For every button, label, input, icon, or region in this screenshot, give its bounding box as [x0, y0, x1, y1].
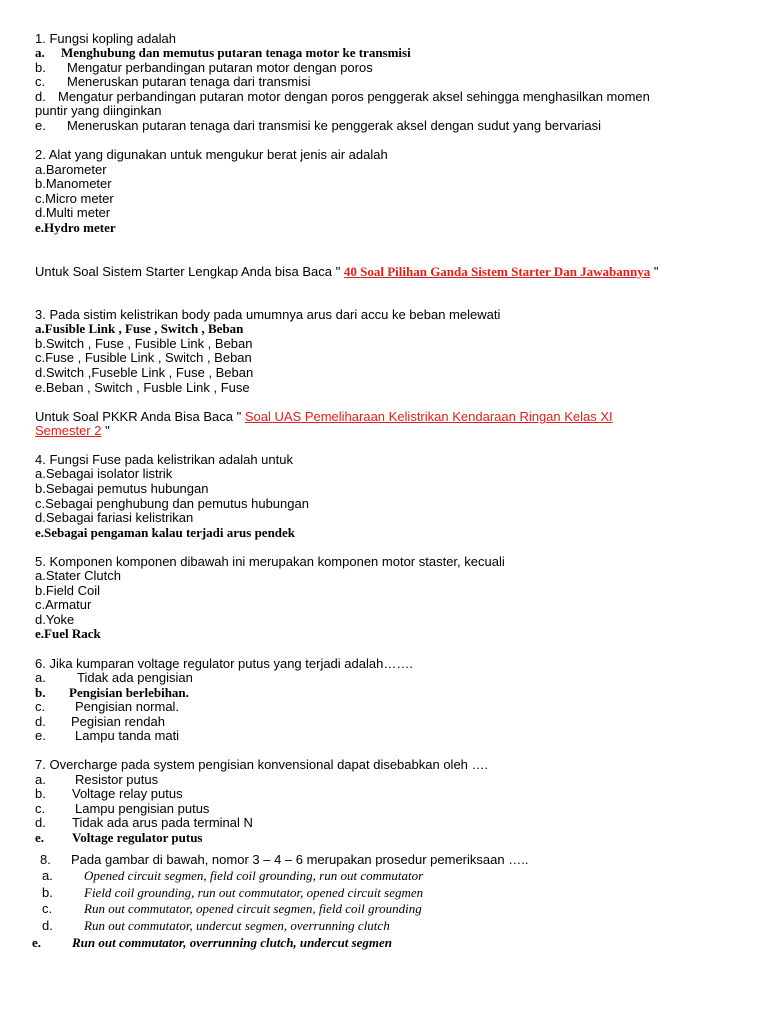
q3-question: 3. Pada sistim kelistrikan body pada umumnya arus dari accu ke beban melewati [35, 307, 501, 322]
q3-option-b: b.Switch , Fuse , Fusible Link , Beban [35, 336, 253, 351]
option-label: c. [35, 74, 46, 89]
q7-option-c [35, 801, 209, 816]
option-text: Opened circuit segmen, field coil grounding, run out commutator [84, 868, 424, 883]
option-text: Meneruskan putaran tenaga dari transmisi [67, 74, 311, 89]
q3-option-a: a.Fusible Link , Fuse , Switch , Beban [35, 321, 244, 336]
q1-option-d-continued: puntir yang diinginkan [35, 103, 162, 118]
q2-question: 2. Alat yang digunakan untuk mengukur berat jenis air adalah [35, 147, 388, 162]
q4-question: 4. Fungsi Fuse pada kelistrikan adalah untuk [35, 452, 293, 467]
option-label: e. [35, 118, 46, 133]
q8-option-b [42, 885, 423, 900]
q1-question: 1. Fungsi kopling adalah [35, 31, 176, 46]
option-label: d. [42, 918, 53, 933]
q6-option-a [35, 670, 193, 685]
question-text: Pada gambar di bawah, nomor 3 – 4 – 6 merupakan prosedur pemeriksaan ….. [71, 852, 529, 867]
q2-option-b: b.Manometer [35, 176, 112, 191]
option-label: a. [35, 670, 46, 685]
option-label: d. [35, 815, 46, 830]
option-text: Run out commutator, opened circuit segmen, field coil grounding [84, 901, 422, 916]
q4-option-b: b.Sebagai pemutus hubungan [35, 481, 209, 496]
option-text: Voltage regulator putus [72, 830, 203, 845]
q7-option-d [35, 815, 253, 830]
q6-question: 6. Jika kumparan voltage regulator putus yang terjadi adalah……. [35, 656, 413, 671]
q3-option-e: e.Beban , Switch , Fusble Link , Fuse [35, 380, 250, 395]
promo-suffix: " [650, 264, 659, 279]
option-label: d. [35, 714, 46, 729]
option-text: Mengatur perbandingan putaran motor dengan poros [67, 60, 373, 75]
q4-option-d: d.Sebagai fariasi kelistrikan [35, 510, 194, 525]
q6-option-c [35, 699, 179, 714]
option-text: Run out commutator, overrunning clutch, undercut segmen [72, 935, 393, 950]
option-text: Run out commutator, undercut segmen, overrunning clutch [84, 918, 390, 933]
option-label: c. [42, 901, 53, 916]
option-text: Voltage relay putus [72, 786, 183, 801]
q6-option-b [35, 685, 189, 700]
q4-option-e: e.Sebagai pengaman kalau terjadi arus pendek [35, 525, 296, 540]
pkkr-article-link[interactable]: Soal UAS Pemeliharaan Kelistrikan Kendaraan Ringan Kelas XI [244, 409, 613, 424]
pkkr-article-link-continued[interactable]: Semester 2 [35, 423, 102, 438]
q8-option-e [32, 935, 392, 950]
option-label: b. [42, 885, 53, 900]
option-label: c. [35, 699, 46, 714]
option-label: b. [35, 786, 46, 801]
option-text: Menghubung dan memutus putaran tenaga motor ke transmisi [61, 45, 411, 60]
option-label: c. [35, 801, 46, 816]
option-text: Meneruskan putaran tenaga dari transmisi ke penggerak aksel dengan sudut yang bervariasi [67, 118, 602, 133]
q6-option-d [35, 714, 165, 729]
q7-option-a [35, 772, 158, 787]
q3-option-c: c.Fuse , Fusible Link , Switch , Beban [35, 350, 252, 365]
option-text: Pengisian normal. [75, 699, 180, 714]
q8-option-d [42, 918, 390, 933]
q1-option-d [35, 89, 650, 104]
option-text: Tidak ada pengisian [77, 670, 193, 685]
option-text: Pegisian rendah [71, 714, 165, 729]
option-text: Lampu pengisian putus [75, 801, 210, 816]
promo-suffix: " [101, 423, 110, 438]
q1-option-b [35, 60, 373, 75]
option-label: a. [35, 45, 45, 60]
option-text: Resistor putus [75, 772, 159, 787]
q8-option-a [42, 868, 423, 883]
q5-question: 5. Komponen komponen dibawah ini merupakan komponen motor staster, kecuali [35, 554, 505, 569]
starter-article-link[interactable]: 40 Soal Pilihan Ganda Sistem Starter Dan Jawabannya [343, 264, 651, 279]
option-label: a. [35, 772, 46, 787]
option-label: e. [35, 830, 45, 845]
q8-question [40, 852, 528, 867]
option-text: Field coil grounding, run out commutator, opened circuit segmen [84, 885, 424, 900]
promo-starter [35, 264, 658, 279]
q5-option-a: a.Stater Clutch [35, 568, 121, 583]
promo-prefix: Untuk Soal Sistem Starter Lengkap Anda bisa Baca " [35, 264, 344, 279]
q2-option-e: e.Hydro meter [35, 220, 116, 235]
q2-option-d: d.Multi meter [35, 205, 111, 220]
promo-pkkr-continued [35, 423, 110, 438]
option-label: b. [35, 685, 46, 700]
q4-option-c: c.Sebagai penghubung dan pemutus hubungan [35, 496, 309, 511]
option-label: d. [35, 89, 46, 104]
question-number: 8. [40, 852, 51, 867]
q8-option-c [42, 901, 422, 916]
q4-option-a: a.Sebagai isolator listrik [35, 466, 173, 481]
q1-option-c [35, 74, 311, 89]
option-text: Mengatur perbandingan putaran motor dengan poros penggerak aksel sehingga menghasilkan momen [58, 89, 650, 104]
option-text: Tidak ada arus pada terminal N [72, 815, 253, 830]
promo-prefix: Untuk Soal PKKR Anda Bisa Baca " [35, 409, 245, 424]
option-label: a. [42, 868, 53, 883]
option-label: e. [35, 728, 46, 743]
q1-option-a [35, 45, 411, 60]
q6-option-e [35, 728, 179, 743]
q5-option-d: d.Yoke [35, 612, 75, 627]
q5-option-b: b.Field Coil [35, 583, 101, 598]
q7-option-b [35, 786, 183, 801]
option-text: Pengisian berlebihan. [69, 685, 189, 700]
option-label: b. [35, 60, 46, 75]
promo-pkkr [35, 409, 613, 424]
q1-option-e [35, 118, 601, 133]
q5-option-e: e.Fuel Rack [35, 626, 101, 641]
q2-option-a: a.Barometer [35, 162, 107, 177]
option-text: Lampu tanda mati [75, 728, 180, 743]
q7-option-e [35, 830, 203, 845]
option-label: e. [32, 935, 42, 950]
q2-option-c: c.Micro meter [35, 191, 114, 206]
q3-option-d: d.Switch ,Fuseble Link , Fuse , Beban [35, 365, 254, 380]
q7-question: 7. Overcharge pada system pengisian konvensional dapat disebabkan oleh …. [35, 757, 489, 772]
q5-option-c: c.Armatur [35, 597, 92, 612]
